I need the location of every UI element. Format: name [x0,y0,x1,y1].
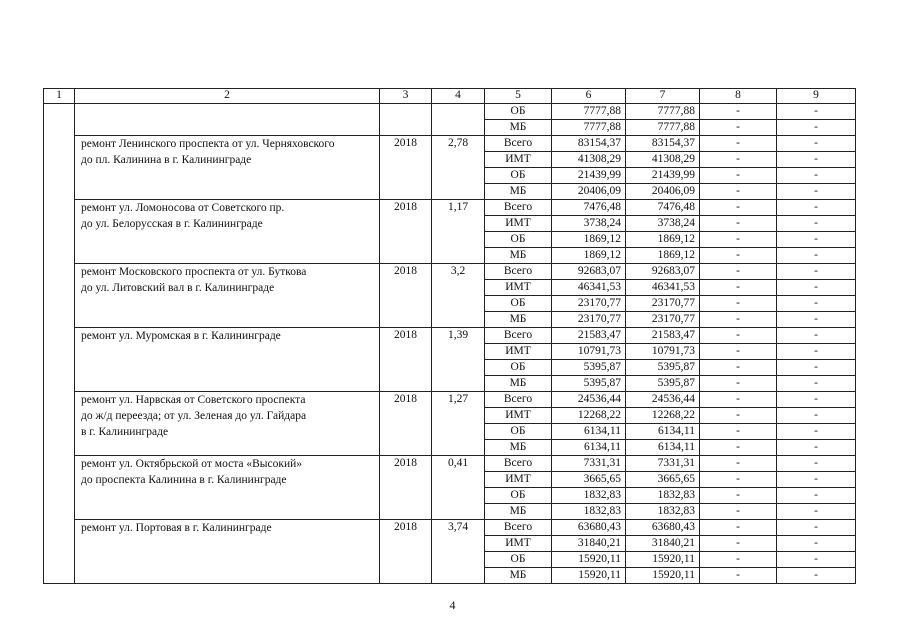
header-cell: 9 [777,89,856,104]
value-cell-8: - [700,488,777,504]
description-line: до ул. Белорусская в г. Калининграде [81,218,263,230]
value-cell-6: 31840,21 [552,536,626,552]
value-cell-6: 3738,24 [552,216,626,232]
value-cell-9: - [777,200,856,216]
value-cell-7: 10791,73 [626,344,700,360]
value-cell-8: - [700,456,777,472]
value-cell-6: 3665,65 [552,472,626,488]
value-cell-6: 1869,12 [552,248,626,264]
table-row [44,104,856,120]
value-cell-6: 15920,11 [552,552,626,568]
value-cell-9: - [777,120,856,136]
value-cell-7: 6134,11 [626,424,700,440]
year-cell: 2018 [380,392,432,456]
description-cell [75,264,380,328]
value-cell-7: 15920,11 [626,552,700,568]
value-cell-7: 41308,29 [626,152,700,168]
value-cell-6: 46341,53 [552,280,626,296]
header-cell: 5 [485,89,552,104]
value-cell-8: - [700,312,777,328]
value-cell-7: 12268,22 [626,408,700,424]
value-cell-7: 5395,87 [626,376,700,392]
value-cell-6: 7777,88 [552,104,626,120]
value-cell-8: - [700,408,777,424]
year-cell: 2018 [380,200,432,264]
value-cell-6: 7331,31 [552,456,626,472]
value-cell-9: - [777,424,856,440]
year-cell: 2018 [380,520,432,584]
value-cell-6: 15920,11 [552,568,626,584]
value-cell-7: 23170,77 [626,296,700,312]
header-cell: 6 [552,89,626,104]
value-cell-9: - [777,552,856,568]
year-cell: 2018 [380,264,432,328]
value-cell-6: 1869,12 [552,232,626,248]
length-cell [432,104,485,136]
description-line: до проспекта Калинина в г. Калининграде [81,474,287,486]
funding-type-cell: ОБ [485,552,552,568]
value-cell-9: - [777,504,856,520]
value-cell-7: 1869,12 [626,232,700,248]
value-cell-7: 92683,07 [626,264,700,280]
header-cell: 2 [75,89,380,104]
description-cell [75,392,380,456]
value-cell-8: - [700,552,777,568]
value-cell-9: - [777,248,856,264]
value-cell-6: 41308,29 [552,152,626,168]
value-cell-8: - [700,232,777,248]
value-cell-9: - [777,376,856,392]
description-line: ремонт Московского проспекта от ул. Буткова [81,266,307,278]
funding-type-cell: ОБ [485,104,552,120]
year-cell [380,104,432,136]
value-cell-7: 31840,21 [626,536,700,552]
length-cell: 0,41 [432,456,485,520]
funding-type-cell: ИМТ [485,408,552,424]
value-cell-8: - [700,248,777,264]
value-cell-8: - [700,440,777,456]
value-cell-6: 21439,99 [552,168,626,184]
table-body [44,89,856,584]
funding-type-cell: ОБ [485,232,552,248]
funding-type-cell: ОБ [485,488,552,504]
value-cell-8: - [700,280,777,296]
value-cell-6: 6134,11 [552,424,626,440]
length-cell: 1,27 [432,392,485,456]
description-cell [75,328,380,392]
funding-type-cell: Всего [485,392,552,408]
value-cell-8: - [700,136,777,152]
funding-type-cell: ИМТ [485,280,552,296]
value-cell-8: - [700,184,777,200]
description-line: ремонт ул. Портовая в г. Калининграде [81,522,272,534]
value-cell-8: - [700,200,777,216]
value-cell-9: - [777,328,856,344]
length-cell: 3,74 [432,520,485,584]
value-cell-9: - [777,456,856,472]
value-cell-7: 7777,88 [626,120,700,136]
value-cell-7: 1832,83 [626,504,700,520]
value-cell-8: - [700,376,777,392]
value-cell-6: 20406,09 [552,184,626,200]
description-line: до ж/д переезда; от ул. Зеленая до ул. Гайдара [81,410,307,422]
description-line: до пл. Калинина в г. Калининграде [81,154,252,166]
value-cell-8: - [700,264,777,280]
value-cell-7: 24536,44 [626,392,700,408]
value-cell-6: 23170,77 [552,296,626,312]
description-cell [75,136,380,200]
value-cell-7: 6134,11 [626,440,700,456]
funding-type-cell: Всего [485,520,552,536]
funding-type-cell: Всего [485,136,552,152]
header-cell: 7 [626,89,700,104]
value-cell-6: 1832,83 [552,504,626,520]
value-cell-6: 24536,44 [552,392,626,408]
description-line: ремонт ул. Октябрьской от моста «Высокий» [81,458,303,470]
value-cell-8: - [700,216,777,232]
table-row [44,520,856,536]
value-cell-8: - [700,120,777,136]
funding-type-cell: ИМТ [485,152,552,168]
value-cell-9: - [777,168,856,184]
funding-type-cell: МБ [485,440,552,456]
description-cell [75,520,380,584]
value-cell-8: - [700,424,777,440]
value-cell-7: 1869,12 [626,248,700,264]
value-cell-8: - [700,360,777,376]
length-cell: 1,17 [432,200,485,264]
funding-type-cell: Всего [485,200,552,216]
value-cell-7: 46341,53 [626,280,700,296]
value-cell-9: - [777,104,856,120]
page-number: 4 [449,598,456,612]
description-line: в г. Калининграде [81,426,169,438]
length-cell: 3,2 [432,264,485,328]
value-cell-6: 5395,87 [552,376,626,392]
value-cell-9: - [777,392,856,408]
value-cell-7: 7331,31 [626,456,700,472]
value-cell-8: - [700,472,777,488]
value-cell-7: 20406,09 [626,184,700,200]
value-cell-8: - [700,520,777,536]
value-cell-9: - [777,280,856,296]
value-cell-6: 6134,11 [552,440,626,456]
header-cell: 8 [700,89,777,104]
value-cell-9: - [777,488,856,504]
value-cell-7: 1832,83 [626,488,700,504]
value-cell-6: 5395,87 [552,360,626,376]
table-row [44,392,856,408]
table-row [44,200,856,216]
value-cell-8: - [700,296,777,312]
value-cell-6: 12268,22 [552,408,626,424]
value-cell-8: - [700,568,777,584]
value-cell-9: - [777,568,856,584]
funding-type-cell: Всего [485,264,552,280]
header-cell: 3 [380,89,432,104]
value-cell-8: - [700,392,777,408]
description-cell [75,456,380,520]
funding-type-cell: ОБ [485,168,552,184]
year-cell: 2018 [380,456,432,520]
funding-type-cell: ОБ [485,296,552,312]
year-cell: 2018 [380,328,432,392]
description-cell [75,104,380,136]
table-row [44,456,856,472]
value-cell-8: - [700,168,777,184]
funding-type-cell: МБ [485,504,552,520]
value-cell-8: - [700,344,777,360]
value-cell-8: - [700,104,777,120]
value-cell-6: 7777,88 [552,120,626,136]
funding-type-cell: МБ [485,376,552,392]
value-cell-7: 5395,87 [626,360,700,376]
value-cell-9: - [777,440,856,456]
length-cell: 2,78 [432,136,485,200]
header-cell: 1 [44,89,75,104]
description-line: ремонт ул. Ломоносова от Советского пр. [81,202,285,214]
value-cell-7: 83154,37 [626,136,700,152]
funding-type-cell: Всего [485,456,552,472]
description-line: до ул. Литовский вал в г. Калининграде [81,282,275,294]
value-cell-9: - [777,520,856,536]
value-cell-9: - [777,184,856,200]
budget-table [43,88,856,584]
value-cell-9: - [777,152,856,168]
value-cell-6: 21583,47 [552,328,626,344]
funding-type-cell: ИМТ [485,344,552,360]
value-cell-6: 23170,77 [552,312,626,328]
funding-type-cell: ИМТ [485,472,552,488]
funding-type-cell: МБ [485,248,552,264]
header-row [44,89,856,104]
value-cell-8: - [700,504,777,520]
value-cell-8: - [700,536,777,552]
value-cell-9: - [777,472,856,488]
value-cell-9: - [777,536,856,552]
value-cell-7: 63680,43 [626,520,700,536]
value-cell-7: 15920,11 [626,568,700,584]
number-cell [44,104,75,584]
value-cell-9: - [777,312,856,328]
value-cell-6: 83154,37 [552,136,626,152]
year-cell: 2018 [380,136,432,200]
value-cell-9: - [777,136,856,152]
funding-type-cell: ОБ [485,424,552,440]
funding-type-cell: ИМТ [485,536,552,552]
funding-type-cell: ИМТ [485,216,552,232]
value-cell-9: - [777,264,856,280]
table-row [44,328,856,344]
value-cell-6: 92683,07 [552,264,626,280]
value-cell-9: - [777,408,856,424]
description-cell [75,200,380,264]
value-cell-9: - [777,232,856,248]
funding-type-cell: МБ [485,184,552,200]
value-cell-7: 3665,65 [626,472,700,488]
value-cell-6: 1832,83 [552,488,626,504]
value-cell-7: 7777,88 [626,104,700,120]
length-cell: 1,39 [432,328,485,392]
value-cell-6: 7476,48 [552,200,626,216]
value-cell-7: 3738,24 [626,216,700,232]
value-cell-8: - [700,328,777,344]
value-cell-9: - [777,360,856,376]
value-cell-7: 23170,77 [626,312,700,328]
value-cell-7: 21439,99 [626,168,700,184]
value-cell-9: - [777,216,856,232]
description-line: ремонт Ленинского проспекта от ул. Черняховского [81,138,335,150]
description-line: ремонт ул. Муромская в г. Калининграде [81,330,281,342]
value-cell-6: 63680,43 [552,520,626,536]
funding-type-cell: МБ [485,312,552,328]
value-cell-9: - [777,296,856,312]
value-cell-7: 7476,48 [626,200,700,216]
description-line: ремонт ул. Нарвская от Советского проспекта [81,394,306,406]
value-cell-8: - [700,152,777,168]
funding-type-cell: ОБ [485,360,552,376]
table-row [44,264,856,280]
value-cell-9: - [777,344,856,360]
table-row [44,136,856,152]
header-cell: 4 [432,89,485,104]
funding-type-cell: МБ [485,120,552,136]
funding-type-cell: Всего [485,328,552,344]
value-cell-6: 10791,73 [552,344,626,360]
value-cell-7: 21583,47 [626,328,700,344]
funding-type-cell: МБ [485,568,552,584]
